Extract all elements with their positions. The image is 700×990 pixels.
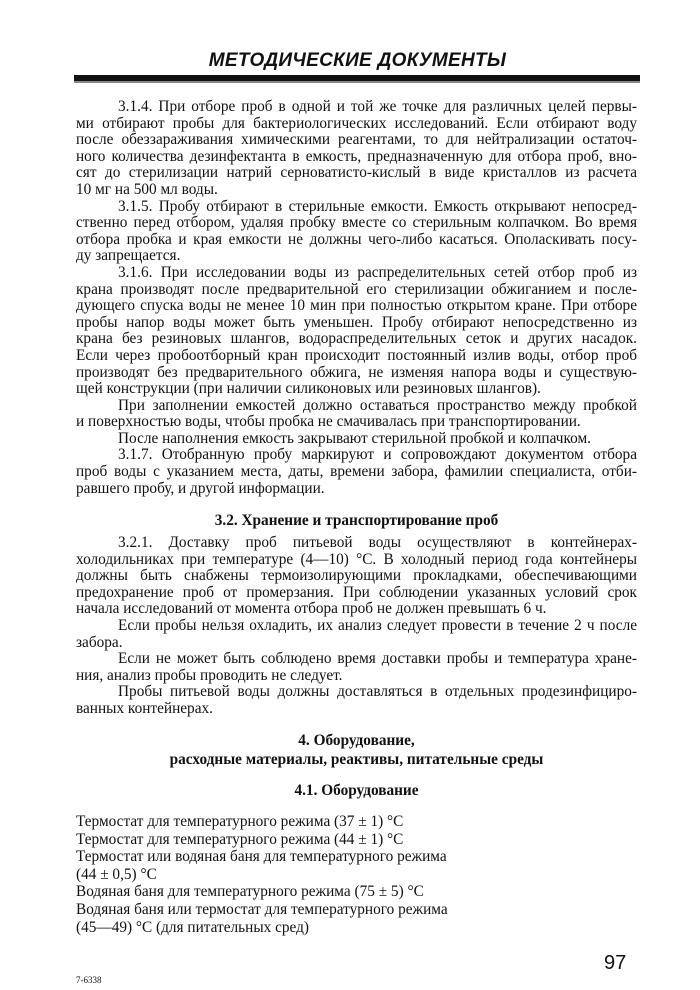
equipment-item: Водяная баня для температурного режима (75 ± 5) °С — [76, 883, 424, 901]
paragraph-line: производят без предварительного обжига, не изменяя напора воды и существую- — [76, 363, 637, 381]
paragraph-line: сят до стерилизации натрий серноватисто-кислый в виде кристаллов из расчета — [76, 164, 637, 182]
section-4-heading-line2: расходные материалы, реактивы, питательные среды — [169, 751, 544, 768]
paragraph-line: 10 мг на 500 мл воды. — [76, 180, 218, 198]
paragraph-line: предохранение проб от промерзания. При соблюдении указанных условий срок — [76, 583, 637, 601]
paragraph-line: пробы напор воды может быть уменьшен. Пробу отбирают непосредственно из — [76, 313, 637, 331]
paragraph-line: 3.2.1. Доставку проб питьевой воды осуществляют в контейнерах- — [118, 534, 637, 551]
print-code: 7-6338 — [76, 975, 102, 985]
paragraph-line: холодильниках при температуре (4—10) °С. В холодный период года контейнеры — [76, 550, 637, 568]
paragraph-line: крана без резиновых шлангов, водораспределительных сеток и других насадок. — [76, 330, 637, 348]
section-4-1-heading: 4.1. Оборудование — [294, 782, 419, 799]
paragraph-line: Если через пробоотборный кран происходит постоянный излив воды, отбор проб — [76, 346, 637, 364]
paragraph-line: ственно перед отбором, удаляя пробку вместе со стерильным колпачком. Во время — [76, 214, 637, 232]
paragraph-line: крана производят после предварительной его стерилизации обжиганием и после- — [76, 280, 637, 298]
equipment-item: Термостат для температурного режима (37 ± 1) °С — [76, 813, 404, 830]
paragraph-line: 3.1.6. При исследовании воды из распределительных сетей отбор проб из — [118, 263, 637, 281]
paragraph-line: забора. — [76, 633, 123, 651]
paragraph-line: Пробы питьевой воды должны доставляться в отдельных продезинфициро- — [118, 683, 637, 701]
equipment-item: Термостат или водяная баня для температурного режима — [76, 848, 447, 866]
paragraph-line: 3.1.5. Пробу отбирают в стерильные емкости. Емкость открывают непосред- — [118, 197, 637, 215]
paragraph-line: ми отбирают пробы для бактериологических исследований. Если отбирают воду — [76, 114, 637, 132]
equipment-item: Термостат для температурного режима (44 ± 1) °С — [76, 830, 404, 848]
section-3-2-body — [76, 535, 637, 718]
paragraph-line: должны быть снабжены термоизолирующими прокладками, обеспечивающими — [76, 567, 637, 585]
paragraph-line: и поверхностью воды, чтобы пробка не смачивалась при транспортировании. — [76, 413, 581, 431]
paragraph-line: 3.1.4. При отборе проб в одной и той же точке для различных целей первы- — [118, 98, 637, 115]
paragraph-line: ного количества дезинфектанта в емкость, предназначенную для отбора проб, вно- — [76, 147, 637, 165]
section-4-heading-line1: 4. Оборудование, — [298, 732, 415, 749]
paragraph-line: ду запрещается. — [76, 247, 181, 265]
paragraph-line: после обеззараживания химическими реагентами, то для нейтрализации остаточ- — [76, 131, 637, 149]
equipment-item: (45—49) °С (для питательных сред) — [76, 918, 309, 936]
paragraph-line: ния, анализ пробы проводить не следует. — [76, 666, 343, 684]
paragraph-line: При заполнении емкостей должно оставаться пространство между пробкой — [118, 396, 637, 414]
paragraph-line: Если не может быть соблюдено время доставки пробы и температура хране- — [118, 650, 637, 668]
paragraph-line: ванных контейнерах. — [76, 699, 213, 717]
paragraph-line: начала исследований от момента отбора проб не должен превышать 6 ч. — [76, 600, 547, 618]
paragraph-line: 3.1.7. Отобранную пробу маркируют и сопровождают документом отбора — [118, 446, 637, 464]
equipment-item: (44 ± 0,5) °С — [76, 865, 157, 883]
paragraph-line: дующего спуска воды не менее 10 мин при полностью открытом кране. При отборе — [76, 297, 637, 315]
paragraph-line: отбора пробка и края емкости не должны чего-либо касаться. Ополаскивать посу- — [76, 230, 637, 248]
section-3-1-body — [76, 99, 637, 497]
running-header: МЕТОДИЧЕСКИЕ ДОКУМЕНТЫ — [208, 50, 507, 71]
paragraph-line: щей конструкции (при наличии силиконовых или резиновых шлангов). — [76, 380, 541, 398]
page-number: 97 — [604, 952, 627, 974]
paragraph-line: проб воды с указанием места, даты, времени забора, фамилии специалиста, отби- — [76, 463, 637, 481]
equipment-list — [76, 813, 637, 936]
paragraph-line: Если пробы нельзя охладить, их анализ следует провести в течение 2 ч после — [118, 616, 637, 634]
paragraph-line: равшего пробу, и другой информации. — [76, 479, 325, 497]
equipment-item: Водяная баня или термостат для температурного режима — [76, 900, 448, 918]
section-3-2-heading: 3.2. Хранение и транспортирование проб — [214, 512, 499, 529]
paragraph-line: После наполнения емкость закрывают стерильной пробкой и колпачком. — [118, 429, 591, 447]
header-rule-shadow — [74, 81, 640, 83]
